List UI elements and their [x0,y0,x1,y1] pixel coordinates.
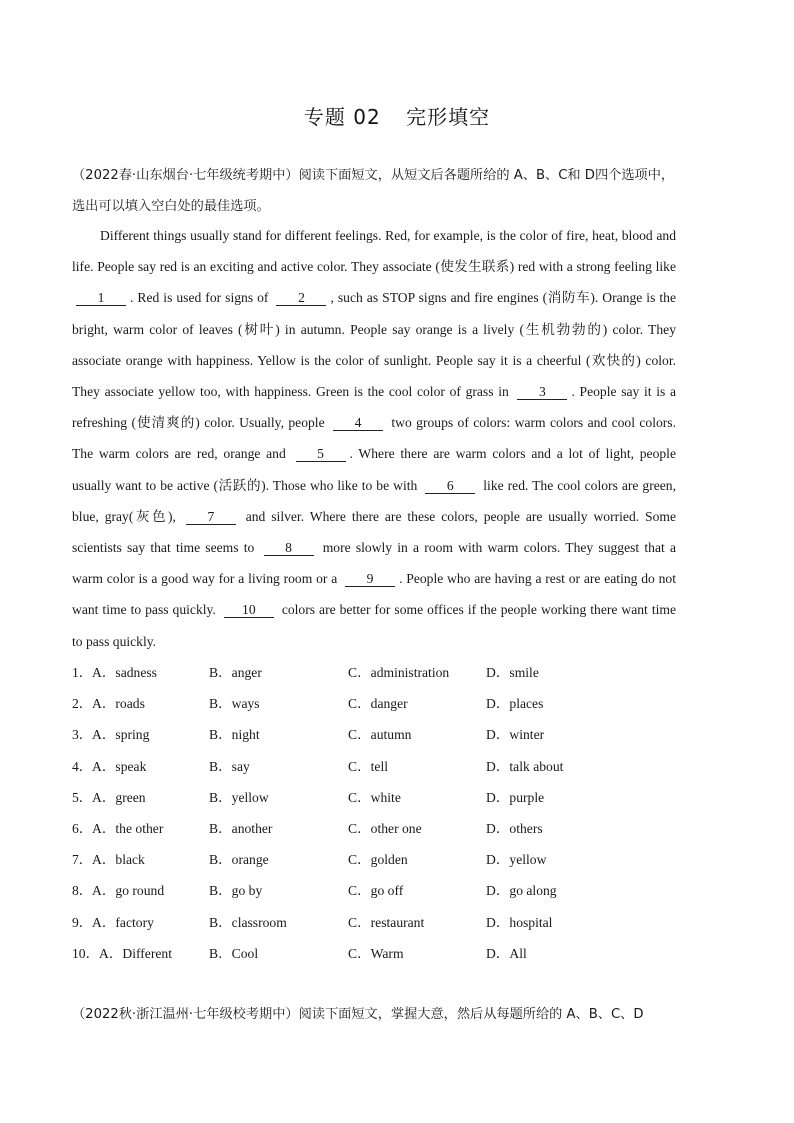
question-row [72,657,692,688]
cloze-blank: 8 [264,540,314,556]
option-b: B．classroom [209,914,287,930]
next-section-intro: （2022秋·浙江温州·七年级校考期中）阅读下面短文，掌握大意，然后从每题所给的 A、B、C、D [72,1007,644,1022]
question-number: 6． [72,820,93,836]
option-d: D．hospital [486,914,553,930]
option-d: D．others [486,820,543,836]
question-number: 1． [72,665,93,680]
cloze-blank: 10 [224,602,274,618]
option-b: B．Cool [209,945,259,961]
option-a: A．Different [99,945,172,961]
question-number: 10． [72,945,100,961]
option-a: A．the other [92,820,164,836]
option-b: B．orange [209,852,269,868]
question-row [72,719,692,750]
option-d: D．smile [486,665,539,680]
cloze-blank: 6 [425,478,475,494]
cloze-blank: 2 [276,290,326,306]
section-intro: （2022春·山东烟台·七年级统考期中）阅读下面短文，从短文后各题所给的 A、B、C和 D四个选项中，选出可以填入空白处的最佳选项。 [72,168,675,214]
option-d: D．winter [486,727,545,743]
option-a: A．black [92,852,145,868]
option-b: B．ways [209,696,260,712]
option-c: C．restaurant [348,914,425,930]
option-b: B．go by [209,883,263,899]
question-row [72,844,692,875]
option-c: C．autumn [348,727,412,743]
answer-options [72,657,692,969]
option-a: A．spring [92,727,150,743]
option-c: C．golden [348,852,408,868]
option-d: D．talk about [486,758,564,774]
cloze-blank: 3 [517,384,567,400]
question-row [72,782,692,813]
option-a: A．go round [92,883,165,899]
question-row [72,813,692,844]
question-number: 8． [72,883,93,899]
passage-text: . People who are having a rest or are eating do not want time to pass quickly. [72,571,676,618]
cloze-blank: 4 [333,415,383,431]
option-b: B．say [209,758,250,774]
cloze-blank: 1 [76,290,126,306]
option-b: B．another [209,820,273,836]
option-b: B．night [209,727,260,743]
option-c: C．administration [348,665,450,680]
question-row [72,688,692,719]
option-a: A．green [92,789,146,805]
option-d: D．purple [486,789,545,805]
passage-text: like red. The cool colors are green, blue, gray(灰色), [72,477,677,524]
question-number: 9． [72,914,93,930]
option-b: B．anger [209,665,262,680]
passage-text: colors are better for some offices if the people working there want time to pass quickly. [72,602,676,649]
passage-text: . Where there are warm colors and a lot of light, people usually want to be active (活跃的). Those who like to be with [72,446,676,493]
option-d: D．places [486,696,544,712]
page-title [0,101,794,130]
question-number: 2． [72,696,93,712]
option-a: A．sadness [92,665,157,680]
option-c: C．go off [348,883,404,899]
option-d: D．All [486,945,527,961]
passage-text: . People say it is a refreshing (使清爽的) color. Usually, people [72,384,676,431]
passage-text: . Red is used for signs of [130,290,273,306]
title-number: 02 [353,105,381,129]
option-a: A．roads [92,696,145,712]
cloze-blank: 7 [186,509,236,525]
option-c: C．tell [348,758,389,774]
question-number: 5． [72,789,93,805]
title-name: 完形填空 [406,105,491,129]
option-d: D．yellow [486,852,547,868]
title-prefix: 专题 [303,105,346,129]
question-row [72,907,692,938]
option-c: C．Warm [348,945,404,961]
option-c: C．white [348,789,401,805]
option-b: B．yellow [209,789,269,805]
option-a: A．factory [92,914,154,930]
question-row [72,875,692,906]
question-number: 4． [72,758,93,774]
cloze-blank: 5 [296,446,346,462]
question-row [72,751,692,782]
passage-text: Different things usually stand for different feelings. Red, for example, is the color of fire, heat, blood and life. People say red is an exciting and active color. They associate (使发生联系) red with a strong feeling like [72,228,676,275]
cloze-blank: 9 [345,571,395,587]
option-d: D．go along [486,883,557,899]
passage-text: two groups of colors: warm colors and cool colors. The warm colors are red, orange and [72,415,676,462]
passage-text: more slowly in a room with warm colors. They suggest that a warm color is a good way for a living room or a [72,540,676,587]
passage-text: , such as STOP signs and fire engines (消防车). Orange is the bright, warm color of leaves (树叶) in autumn. People say orange is a lively (生机勃勃的) color. They associate orange with happiness. Yellow is the color of sunlight. People say it is a cheerful (欢快的) color. They associate yellow too, with happiness. Green is the cool color of grass in [72,290,676,400]
cloze-passage [72,220,676,657]
question-number: 7． [72,852,93,868]
option-c: C．other one [348,820,422,836]
question-row [72,938,692,969]
passage-text: and silver. Where there are these colors, people are usually worried. Some scientists say that time seems to [72,508,676,556]
option-a: A．speak [92,758,147,774]
question-number: 3． [72,727,93,743]
option-c: C．danger [348,696,408,712]
